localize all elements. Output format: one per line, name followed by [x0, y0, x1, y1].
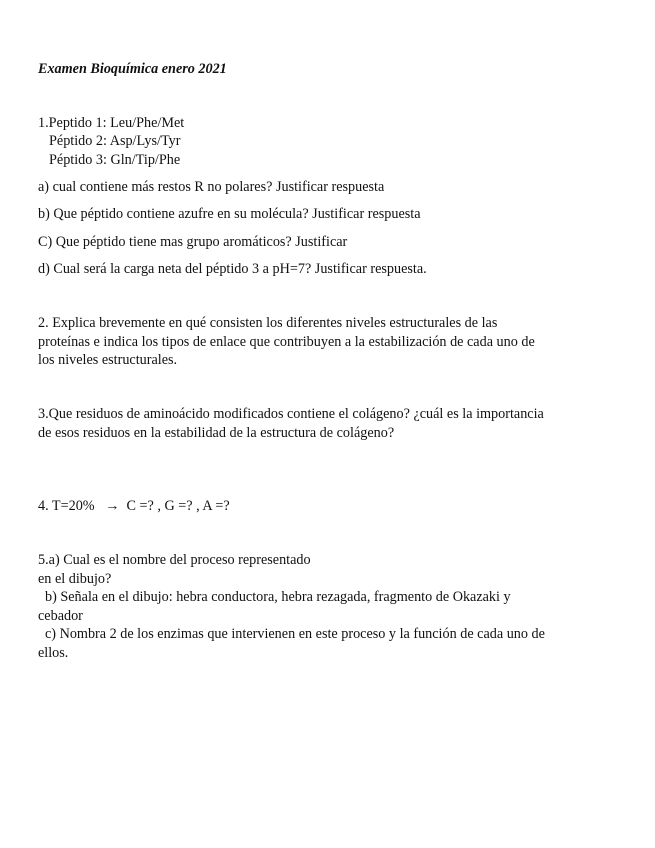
q5-line-4: cebador — [38, 608, 83, 624]
q1-peptide-3: Péptido 3: Gln/Tip/Phe — [49, 152, 181, 168]
q4-text: 4. T=20% → C =? , G =? , A =? — [38, 498, 230, 514]
q3-line-2: de esos residuos en la estabilidad de la estructura de colágeno? — [38, 425, 395, 441]
q1-peptide-2: Péptido 2: Asp/Lys/Tyr — [49, 133, 181, 149]
q1-subquestion-c: C) Que péptido tiene mas grupo aromáticos? Justificar — [38, 234, 348, 250]
q5-line-2: en el dibujo? — [38, 571, 112, 587]
q5-line-1: 5.a) Cual es el nombre del proceso representado — [38, 552, 311, 568]
q1-subquestion-d: d) Cual será la carga neta del péptido 3 a pH=7? Justificar respuesta. — [38, 261, 427, 277]
q2-line-1: 2. Explica brevemente en qué consisten los diferentes niveles estructurales de las — [38, 315, 498, 331]
q5-line-3: b) Señala en el dibujo: hebra conductora, hebra rezagada, fragmento de Okazaki y — [45, 589, 511, 605]
q2-line-2: proteínas e indica los tipos de enlace que contribuyen a la estabilización de cada uno de — [38, 334, 535, 350]
q5-line-5: c) Nombra 2 de los enzimas que intervienen en este proceso y la función de cada uno de — [45, 626, 545, 642]
q1-subquestion-a: a) cual contiene más restos R no polares? Justificar respuesta — [38, 179, 385, 195]
q5-line-6: ellos. — [38, 645, 69, 661]
q3-line-1: 3.Que residuos de aminoácido modificados contiene el colágeno? ¿cuál es la importancia — [38, 406, 544, 422]
q1-peptide-1: 1.Peptido 1: Leu/Phe/Met — [38, 115, 185, 131]
q1-subquestion-b: b) Que péptido contiene azufre en su molécula? Justificar respuesta — [38, 206, 421, 222]
exam-title: Examen Bioquímica enero 2021 — [38, 61, 227, 77]
q2-line-3: los niveles estructurales. — [38, 352, 178, 368]
